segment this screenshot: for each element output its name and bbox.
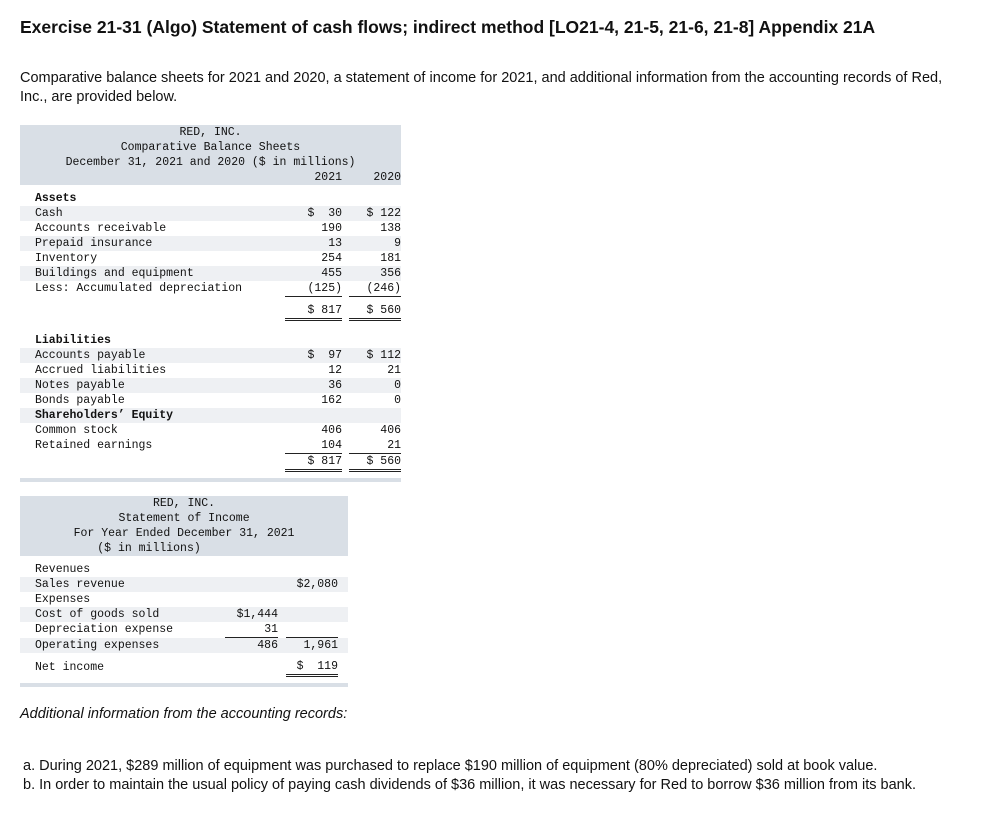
is-company: RED, INC. xyxy=(20,496,348,511)
bs-company: RED, INC. xyxy=(20,125,401,140)
table-row: Accounts payable $ 97 $ 112 xyxy=(20,348,401,363)
table-row: Inventory 254 181 xyxy=(35,252,402,265)
table-row: Accounts receivable 190 138 xyxy=(35,222,402,235)
table-row: Cash $ 30 $ 122 xyxy=(20,206,401,221)
table-row: Sales revenue $2,080 xyxy=(20,577,348,592)
bs-period: December 31, 2021 and 2020 ($ in millions) xyxy=(20,155,401,170)
equity-heading: Shareholders’ Equity xyxy=(35,408,285,423)
notes-list xyxy=(20,757,989,794)
bs-col-2021: 2021 xyxy=(285,170,342,185)
exercise-title: Exercise 21-31 (Algo) Statement of cash flows; indirect method [LO21-4, 21-5, 21-6, 21-8] Appendix 21A xyxy=(20,17,876,37)
table-row: Operating expenses 486 1,961 xyxy=(20,638,348,654)
bs-title: Comparative Balance Sheets xyxy=(20,140,401,155)
table-row: Buildings and equipment 455 356 xyxy=(20,266,401,281)
liabilities-equity-total-row: $ 817 $ 560 xyxy=(20,454,401,471)
table-row: Notes payable 36 0 xyxy=(20,378,401,393)
net-income-row: Net income $ 119 xyxy=(35,660,338,674)
intro-paragraph: Comparative balance sheets for 2021 and 2020, a statement of income for 2021, and additional information from the accounting records of Red, Inc., are provided below. xyxy=(20,70,943,105)
balance-sheet-table xyxy=(20,125,401,482)
assets-total-row: $ 817 $ 560 xyxy=(20,303,401,320)
table-row: Less: Accumulated depreciation (125) (246) xyxy=(35,282,402,296)
table-row: Prepaid insurance 13 9 xyxy=(20,236,401,251)
table-row: Cost of goods sold $1,444 xyxy=(20,607,348,622)
additional-info-heading: Additional information from the accounting records: xyxy=(20,706,348,722)
table-row: Common stock 406 406 xyxy=(35,424,402,437)
income-statement-table xyxy=(20,496,348,687)
is-period: For Year Ended December 31, 2021 xyxy=(20,526,348,541)
is-title: Statement of Income xyxy=(20,511,348,526)
liabilities-heading: Liabilities xyxy=(35,334,111,347)
list-item: a. During 2021, $289 million of equipment was purchased to replace $190 million of equipment (80% depreciated) sold at book value. xyxy=(23,758,878,774)
table-row: Accrued liabilities 12 21 xyxy=(35,364,402,377)
table-row: Depreciation expense 31 xyxy=(35,623,278,637)
is-units: ($ in millions) xyxy=(20,541,348,556)
assets-heading: Assets xyxy=(35,192,77,205)
bs-col-2020: 2020 xyxy=(349,170,401,185)
table-row: Bonds payable 162 0 xyxy=(35,394,402,407)
revenues-heading: Revenues xyxy=(35,563,91,576)
table-row: Retained earnings 104 21 xyxy=(35,439,402,453)
list-item: b. In order to maintain the usual policy of paying cash dividends of $36 million, it was necessary for Red to borrow $36 million from its bank. xyxy=(23,776,917,793)
expenses-heading: Expenses xyxy=(35,593,91,606)
